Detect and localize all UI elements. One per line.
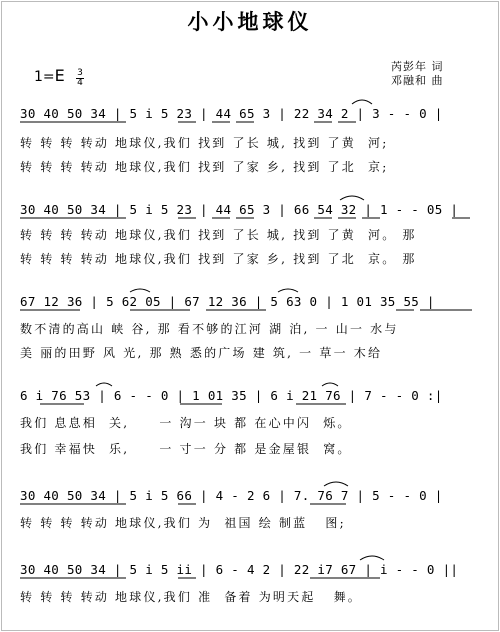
key-prefix: 1= <box>34 69 55 85</box>
page-frame <box>1 1 499 631</box>
lyric-line-3-verse-2: 美 丽的田野 风 光, 那 熟 悉的广场 建 筑, 一 草一 木给 <box>20 346 383 360</box>
lyric-line-2-verse-1: 转 转 转 转动 地球仪,我们 找到 了长 城, 找到 了黄 河。 那 <box>20 228 417 242</box>
composer-credit: 邓融和 曲 <box>391 74 444 87</box>
lyric-line-1-verse-2: 转 转 转 转动 地球仪,我们 找到 了家 乡, 找到 了北 京; <box>20 160 389 174</box>
lyricist-credit: 芮彭年 词 <box>391 60 444 73</box>
song-title: 小小地球仪 <box>187 9 313 34</box>
time-top: 3 <box>77 68 83 78</box>
lyric-line-5: 转 转 转 转动 地球仪,我们 为 祖国 绘 制蓝 图; <box>20 516 346 530</box>
lyric-line-4-verse-2: 我们 幸福快 乐, 一 寸一 分 都 是金屋银 窝。 <box>20 442 352 456</box>
time-bottom: 4 <box>77 78 83 88</box>
notation-line-6: 30 40 50 34 | 5 i 5 ii | 6 - 4 2 | 22 i7 67 | i - - 0 || <box>20 562 459 577</box>
lyric-line-6: 转 转 转 转动 地球仪,我们 准 备着 为明天起 舞。 <box>20 590 362 604</box>
time-signature <box>75 69 85 88</box>
notation-line-1: 30 40 50 34 | 5 i 5 23 | 44 65 3 | 22 34 2 | 3 - - 0 | <box>20 106 443 121</box>
notation-line-3: 67 12 36 | 5 62 05 | 67 12 36 | 5 63 0 | 1 01 35 55 | <box>20 294 435 309</box>
lyric-line-4-verse-1: 我们 息息相 关, 一 沟一 块 都 在心中闪 烁。 <box>20 416 352 430</box>
notation-line-4: 6 i 76 53 | 6 - - 0 | 1 01 35 | 6 i 21 76 | 7 - - 0 :| <box>20 388 443 403</box>
key-tonic: E <box>54 66 65 85</box>
lyric-line-3-verse-1: 数不清的高山 峡 谷, 那 看不够的江河 湖 泊, 一 山一 水与 <box>20 322 399 336</box>
notation-line-5: 30 40 50 34 | 5 i 5 66 | 4 - 2 6 | 7. 76 7 | 5 - - 0 | <box>20 488 443 503</box>
key-signature <box>34 66 65 85</box>
notation-line-2: 30 40 50 34 | 5 i 5 23 | 44 65 3 | 66 54 32 | 1 - - 05 | <box>20 202 459 217</box>
lyric-line-2-verse-2: 转 转 转 转动 地球仪,我们 找到 了家 乡, 找到 了北 京。 那 <box>20 252 417 266</box>
lyric-line-1-verse-1: 转 转 转 转动 地球仪,我们 找到 了长 城, 找到 了黄 河; <box>20 136 389 150</box>
